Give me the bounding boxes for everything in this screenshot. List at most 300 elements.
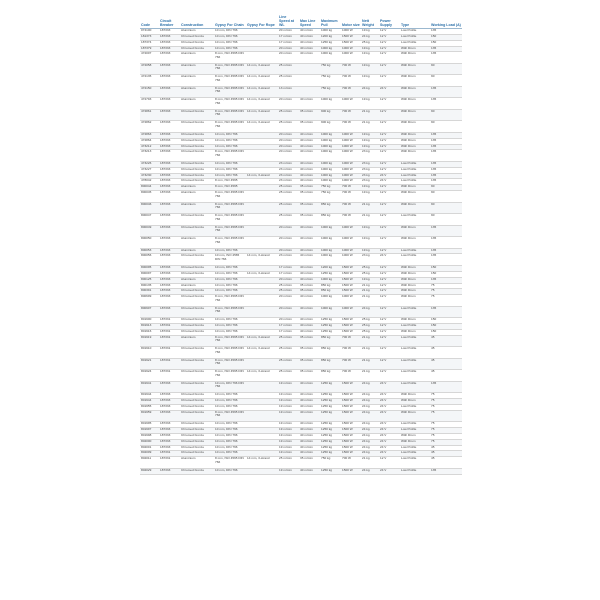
table-cell: 24 kg (361, 86, 379, 98)
table-cell: 800045 (140, 191, 159, 203)
table-cell: 24 V (379, 179, 400, 185)
table-cell (246, 150, 278, 162)
table-cell: 12 V (379, 202, 400, 214)
table-cell: 10 mm, DIN 766 (214, 324, 246, 330)
table-cell: 23 m/min (278, 179, 299, 185)
table-cell: 1500 W (341, 399, 361, 405)
table-cell: 12 V (379, 335, 400, 347)
table-cell: 1500 W (341, 422, 361, 428)
table-cell: 35 m/min (299, 191, 320, 203)
table-cell: 40 m/min (299, 445, 320, 451)
table-cell: 40 m/min (299, 277, 320, 283)
column-header[interactable]: Working Load (A) (430, 12, 462, 29)
table-cell: With Drum (400, 191, 430, 203)
table-cell (246, 52, 278, 64)
column-header[interactable]: Circuit Breaker (159, 12, 180, 29)
table-cell: 25 kg (361, 40, 379, 46)
table-cell: 19 m/min (278, 439, 299, 445)
table-cell: 25 m/min (278, 289, 299, 295)
table-cell: 1250 kg (320, 393, 341, 399)
table-cell: 1500 W (341, 468, 361, 474)
table-cell: 19 kg (361, 185, 379, 191)
table-cell: 1000 W (341, 173, 361, 179)
table-cell: 24 V (379, 468, 400, 474)
table-cell: 75 (430, 404, 462, 410)
table-cell: Chromed bronze (180, 445, 214, 451)
table-cell: 1000 kg (320, 150, 341, 162)
table-cell: Low Profile (400, 173, 430, 179)
table-cell: 8 mm, ISO 4565 DIN 766 (214, 225, 246, 237)
table-cell: 25 m/min (278, 185, 299, 191)
table-cell: 24 kg (361, 381, 379, 393)
table-cell: 1000 kg (320, 29, 341, 35)
table-cell: 10 mm, DIN 766 (214, 248, 246, 254)
table-cell: 801921 (140, 358, 159, 370)
table-cell: 35 m/min (299, 457, 320, 469)
table-cell: Chromed bronze (180, 347, 214, 359)
table-cell: 1500 W (341, 404, 361, 410)
table-cell: 40 m/min (299, 422, 320, 428)
table-cell: Aluminium (180, 457, 214, 469)
table-cell (246, 202, 278, 214)
table-cell: Chromed bronze (180, 329, 214, 335)
table-cell: Chromed bronze (180, 225, 214, 237)
table-cell: 12 V (379, 144, 400, 150)
table-cell: 19 kg (361, 98, 379, 110)
table-cell: Low Profile (400, 428, 430, 434)
column-header[interactable]: Maximum Pull (320, 12, 341, 29)
table-cell: 24 V (379, 410, 400, 422)
table-cell: 40 m/min (299, 433, 320, 439)
table-cell: 1000 kg (320, 225, 341, 237)
table-row (140, 86, 462, 98)
table-cell: Aluminium (180, 248, 214, 254)
table-cell: 40 m/min (299, 52, 320, 64)
column-header[interactable]: Gypsy For Rope (246, 12, 278, 29)
table-cell: With Drum (400, 75, 430, 87)
table-cell: 1000 kg (320, 132, 341, 138)
table-cell: Low Profile (400, 451, 430, 457)
table-cell: 1250 kg (320, 381, 341, 393)
table-cell: 40 m/min (299, 329, 320, 335)
table-cell: 1500 W (341, 265, 361, 271)
table-cell: 187333 (159, 167, 180, 173)
table-cell: 19 kg (361, 52, 379, 64)
table-cell: 10 mm, ISO 4565 DIN 766 (214, 254, 246, 266)
table-cell: 12 V (379, 132, 400, 138)
table-cell: 8 mm, ISO 4565 DIN 766 (214, 75, 246, 87)
table-row (140, 370, 462, 382)
table-cell: With Drum (400, 399, 430, 405)
table-cell: 750 kg (320, 191, 341, 203)
column-header[interactable]: Max Line Speed (299, 12, 320, 29)
table-row (140, 150, 462, 162)
table-cell: 24 kg (361, 451, 379, 457)
table-cell: 19 m/min (278, 422, 299, 428)
table-cell: 8 mm, ISO 4565 DIN 766 (214, 306, 246, 318)
table-cell: Aluminium (180, 75, 214, 87)
table-cell: 1000 W (341, 179, 361, 185)
table-cell: 1500 W (341, 318, 361, 324)
table-cell: Aluminium (180, 86, 214, 98)
column-header[interactable]: Line Speed at WL (278, 12, 299, 29)
table-cell: 700 W (341, 86, 361, 98)
table-row (140, 202, 462, 214)
table-cell: 187333 (159, 179, 180, 185)
table-cell: 19 m/min (278, 393, 299, 399)
table-cell: 17 m/min (278, 271, 299, 277)
table-cell: Aluminium (180, 63, 214, 75)
table-cell: 19 m/min (278, 433, 299, 439)
table-cell: 24 V (379, 445, 400, 451)
table-cell: Aluminium (180, 52, 214, 64)
table-cell: 1250 kg (320, 445, 341, 451)
table-cell: 19 kg (361, 248, 379, 254)
table-cell: 19 kg (361, 277, 379, 283)
table-cell: 801900 (140, 318, 159, 324)
table-row (140, 225, 462, 237)
table-cell: 14 mm, 3-strand (246, 109, 278, 121)
table-cell: 1500 W (341, 271, 361, 277)
column-header[interactable]: Type (400, 12, 430, 29)
table-cell: Low Profile (400, 179, 430, 185)
table-cell: Chromed bronze (180, 34, 214, 40)
table-cell: 700 W (341, 457, 361, 469)
table-cell: 21 kg (361, 335, 379, 347)
table-cell: 1000 kg (320, 173, 341, 179)
table-cell: 8 mm, ISO 4565 DIN 766 (214, 295, 246, 307)
table-cell: 1250 kg (320, 468, 341, 474)
table-cell: 1000 W (341, 52, 361, 64)
table-cell: 187333 (159, 381, 180, 393)
table-cell: Chromed bronze (180, 410, 214, 422)
table-cell: 21 kg (361, 289, 379, 295)
table-cell: 40 m/min (299, 439, 320, 445)
table-cell: 187333 (159, 63, 180, 75)
table-cell: 75 (430, 422, 462, 428)
table-cell: 19 kg (361, 237, 379, 249)
table-cell: 187333 (159, 271, 180, 277)
table-cell: 1000 W (341, 295, 361, 307)
table-cell: 187333 (159, 121, 180, 133)
table-cell: 473213 (140, 150, 159, 162)
table-cell: 12 V (379, 40, 400, 46)
table-cell: 800391 (140, 289, 159, 295)
table-cell: 14 mm, 3-strand (246, 335, 278, 347)
table-cell: 19 kg (361, 63, 379, 75)
table-cell: 12 V (379, 277, 400, 283)
table-cell: 40 m/min (299, 98, 320, 110)
column-header[interactable]: Construction (180, 12, 214, 29)
table-cell: Chromed bronze (180, 132, 214, 138)
table-cell: Chromed bronze (180, 265, 214, 271)
table-cell: 187333 (159, 29, 180, 35)
table-cell: 25 m/min (278, 109, 299, 121)
table-cell: 472150 (140, 86, 159, 98)
table-cell: 45 (430, 451, 462, 457)
table-cell: Chromed bronze (180, 214, 214, 226)
table-cell: 1000 kg (320, 254, 341, 266)
table-cell: 10 mm, DIN 766 (214, 167, 246, 173)
table-cell (246, 225, 278, 237)
table-cell: 135 (430, 46, 462, 52)
column-header[interactable]: Power Supply (379, 12, 400, 29)
table-cell: Chromed bronze (180, 358, 214, 370)
table-cell: 24 kg (361, 468, 379, 474)
table-cell: 12 V (379, 150, 400, 162)
table-cell: 8 mm, ISO 4565 DIN 766 (214, 370, 246, 382)
table-cell: 12 V (379, 185, 400, 191)
table-cell: 187333 (159, 40, 180, 46)
table-cell: Chromed bronze (180, 179, 214, 185)
table-cell: 1000 W (341, 248, 361, 254)
table-cell: 90 (430, 202, 462, 214)
table-cell: 850 kg (320, 289, 341, 295)
table-cell: 10 mm, DIN 766 (214, 161, 246, 167)
table-cell: 40 m/min (299, 40, 320, 46)
table-cell: 14 mm, 3-strand (246, 271, 278, 277)
table-cell: 35 m/min (299, 109, 320, 121)
table-cell: 8 mm, ISO 4565 DIN 766 (214, 214, 246, 226)
table-cell: 187333 (159, 289, 180, 295)
table-cell: 801944 (140, 399, 159, 405)
table-row (140, 52, 462, 64)
table-cell (246, 381, 278, 393)
table-cell: 25 m/min (278, 121, 299, 133)
table-cell: 700 W (341, 109, 361, 121)
column-header[interactable]: Nett Weight (361, 12, 379, 29)
table-cell: Chromed bronze (180, 40, 214, 46)
table-cell: 850 kg (320, 202, 341, 214)
table-cell: Chromed bronze (180, 138, 214, 144)
table-cell: 75 (430, 433, 462, 439)
table-cell: 187333 (159, 109, 180, 121)
table-cell: 24 kg (361, 439, 379, 445)
table-row (140, 457, 462, 469)
table-cell: 25 kg (361, 265, 379, 271)
table-cell: 187333 (159, 428, 180, 434)
table-cell: 1500 W (341, 324, 361, 330)
table-cell: 1250 kg (320, 271, 341, 277)
table-cell (246, 468, 278, 474)
table-cell: 135 (430, 150, 462, 162)
table-cell: 1000 W (341, 29, 361, 35)
table-cell: 40 m/min (299, 132, 320, 138)
table-cell: 35 m/min (299, 370, 320, 382)
table-cell: 10 mm, DIN 766 (214, 34, 246, 40)
table-cell: Low Profile (400, 167, 430, 173)
table-cell: 25 m/min (278, 75, 299, 87)
table-cell: Low Profile (400, 468, 430, 474)
table-cell: 1500 W (341, 381, 361, 393)
table-cell: 1000 W (341, 138, 361, 144)
table-cell: 135 (430, 254, 462, 266)
table-cell: Chromed bronze (180, 109, 214, 121)
table-cell: 150 (430, 324, 462, 330)
table-cell: 40 m/min (299, 404, 320, 410)
table-cell: 801916 (140, 329, 159, 335)
table-cell: 187331 (159, 347, 180, 359)
table-cell: 17 m/min (278, 40, 299, 46)
table-cell: 1500 W (341, 329, 361, 335)
table-cell: Chromed bronze (180, 433, 214, 439)
table-cell: 1000 kg (320, 161, 341, 167)
table-cell: 850 kg (320, 214, 341, 226)
table-cell: 750 kg (320, 86, 341, 98)
table-cell: Low Profile (400, 370, 430, 382)
table-cell: With Drum (400, 144, 430, 150)
table-cell: Low Profile (400, 161, 430, 167)
table-cell: 472862 (140, 121, 159, 133)
table-cell: 35 m/min (299, 335, 320, 347)
table-cell: 21 kg (361, 121, 379, 133)
table-cell: 24 kg (361, 410, 379, 422)
table-cell: 850 kg (320, 335, 341, 347)
table-cell: 25 m/min (278, 191, 299, 203)
table-row (140, 109, 462, 121)
table-cell: 75 (430, 393, 462, 399)
table-cell: Chromed bronze (180, 318, 214, 324)
table-cell: 135 (430, 29, 462, 35)
table-cell: 1000 W (341, 132, 361, 138)
table-cell: 187333 (159, 254, 180, 266)
column-header[interactable]: Gypsy For Chain (214, 12, 246, 29)
table-cell: 10 mm, DIN 766 (214, 265, 246, 271)
table-cell: 25 kg (361, 271, 379, 277)
table-cell: 802011 (140, 457, 159, 469)
table-cell: 24 V (379, 399, 400, 405)
table-row (140, 98, 462, 110)
table-cell: 25 m/min (278, 214, 299, 226)
table-cell: 187333 (159, 46, 180, 52)
table-cell: 24 kg (361, 422, 379, 428)
table-row (140, 63, 462, 75)
table-cell: 700 W (341, 63, 361, 75)
table-cell: 187333 (159, 393, 180, 399)
table-cell: 10 mm, DIN 766 (214, 318, 246, 324)
table-cell: 1200 kg (320, 34, 341, 40)
table-cell: With Drum (400, 138, 430, 144)
table-cell: 1000 kg (320, 295, 341, 307)
table-cell: With Drum (400, 46, 430, 52)
table-cell: 135 (430, 52, 462, 64)
table-cell: 23 kg (361, 161, 379, 167)
table-cell: 10 mm, DIN 766 (214, 132, 246, 138)
table-cell: 24 kg (361, 393, 379, 399)
table-cell: 8 mm, ISO 4565 DIN 766 (214, 347, 246, 359)
table-cell: 40 m/min (299, 237, 320, 249)
table-cell: 12 V (379, 370, 400, 382)
table-cell: 20 m/min (278, 277, 299, 283)
specs-table-container (140, 12, 462, 475)
table-cell: 700 W (341, 358, 361, 370)
table-cell: 40 m/min (299, 34, 320, 40)
table-cell: 801941 (140, 381, 159, 393)
table-cell: 150 (430, 329, 462, 335)
table-cell: 800046 (140, 202, 159, 214)
table-cell: 12 V (379, 214, 400, 226)
table-cell: 12 V (379, 318, 400, 324)
table-cell: 135 (430, 277, 462, 283)
table-cell: Aluminium (180, 185, 214, 191)
table-cell: 187331 (159, 335, 180, 347)
table-cell (246, 237, 278, 249)
table-cell: 1250 kg (320, 422, 341, 428)
table-cell: 700 W (341, 121, 361, 133)
table-cell: 17 m/min (278, 265, 299, 271)
table-cell: 801955 (140, 404, 159, 410)
table-cell: With Drum (400, 271, 430, 277)
table-cell: 135 (430, 167, 462, 173)
table-cell: 8 mm, ISO 4565 DIN 766 (214, 86, 246, 98)
table-cell: 14 mm, 3-strand (246, 98, 278, 110)
table-cell: 1000 W (341, 161, 361, 167)
table-cell: 24 kg (361, 306, 379, 318)
table-cell: 45 (430, 457, 462, 469)
table-cell: 24 V (379, 254, 400, 266)
table-cell: 700 W (341, 335, 361, 347)
table-cell: 17 m/min (278, 329, 299, 335)
table-cell: 40 m/min (299, 167, 320, 173)
table-cell: Chromed bronze (180, 468, 214, 474)
table-cell: 40 m/min (299, 410, 320, 422)
table-cell: 10 mm, DIN 766 (214, 138, 246, 144)
table-row (140, 191, 462, 203)
table-cell: 850 kg (320, 283, 341, 289)
table-cell: 1000 kg (320, 52, 341, 64)
table-cell: 24 V (379, 422, 400, 428)
table-cell: 40 m/min (299, 393, 320, 399)
table-cell: 800095 (140, 265, 159, 271)
table-cell: 187333 (159, 202, 180, 214)
table-cell: 187333 (159, 433, 180, 439)
table-cell: 10 mm, DIN 766 (214, 404, 246, 410)
table-cell: 21 kg (361, 370, 379, 382)
table-cell (246, 358, 278, 370)
table-cell: 23 kg (361, 179, 379, 185)
table-cell: 35 m/min (299, 202, 320, 214)
table-cell: 1000 kg (320, 46, 341, 52)
table-cell: 187333 (159, 214, 180, 226)
column-header[interactable]: Code (140, 12, 159, 29)
table-cell: 8 mm, ISO 4565 DIN 766 (214, 150, 246, 162)
table-cell: 800047 (140, 214, 159, 226)
table-cell: 40 m/min (299, 306, 320, 318)
table-cell: 25 kg (361, 318, 379, 324)
table-cell: 10 mm, DIN 766 DIN 766 (214, 381, 246, 393)
table-cell: 35 m/min (299, 121, 320, 133)
table-cell: 187331 (159, 451, 180, 457)
table-cell: 187333 (159, 150, 180, 162)
table-cell: 35 m/min (299, 358, 320, 370)
column-header[interactable]: Motor size (341, 12, 361, 29)
table-cell: 10 mm, DIN 766 (214, 329, 246, 335)
table-cell: 187333 (159, 422, 180, 428)
table-cell: 472861 (140, 109, 159, 121)
table-cell: 13 m/min (278, 86, 299, 98)
table-cell: 187333 (159, 173, 180, 179)
table-cell: 1500 W (341, 34, 361, 40)
table-cell: 802000 (140, 439, 159, 445)
table-cell: 1000 kg (320, 98, 341, 110)
table-cell: With Drum (400, 289, 430, 295)
table-cell: 1500 W (341, 433, 361, 439)
table-cell: With Drum (400, 86, 430, 98)
table-cell: 187333 (159, 439, 180, 445)
table-cell: 800097 (140, 271, 159, 277)
table-cell (299, 75, 320, 87)
table-cell: 1250 kg (320, 439, 341, 445)
